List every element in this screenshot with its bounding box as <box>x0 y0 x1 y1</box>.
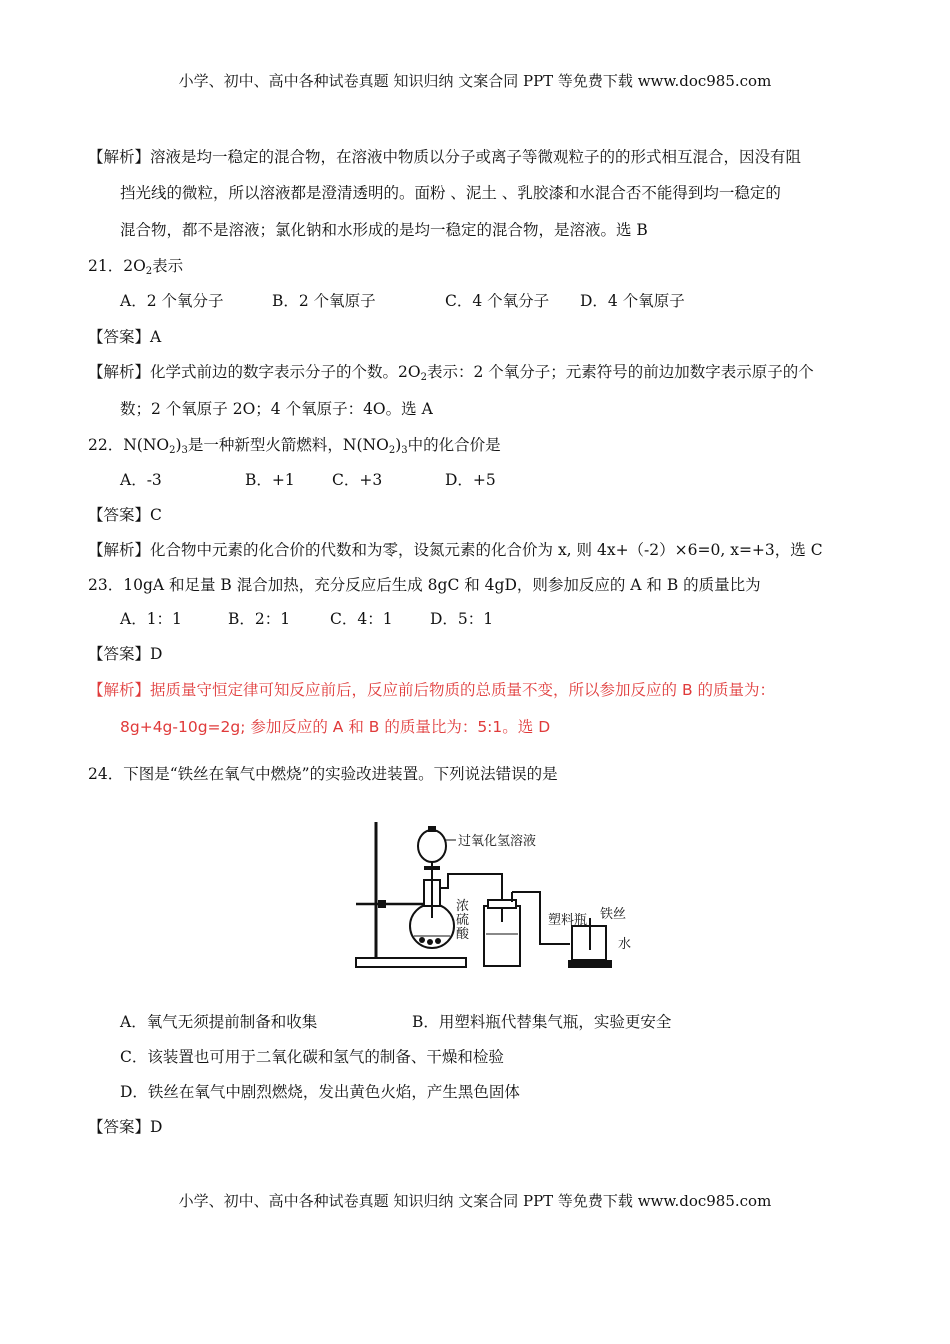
q21-option-a: A．2 个氧分子 <box>120 292 224 310</box>
label-water: 水 <box>618 937 632 952</box>
q23-option-d: D．5：1 <box>430 610 494 628</box>
q22-stem <box>88 435 501 455</box>
q21-stem-pre: 21．2O <box>88 257 146 275</box>
q22-option-d: D．+5 <box>445 471 496 489</box>
q23-option-c: C．4：1 <box>330 610 393 628</box>
prev-analysis-line-3: 混合物，都不是溶液；氯化钠和水形成的是均一稳定的混合物，是溶液。选 B <box>120 221 648 239</box>
answer-value: A <box>150 328 162 346</box>
q23-stem: 23．10gA 和足量 B 混合加热，充分反应后生成 8gC 和 4gD，则参加反应的 A 和 B 的质量比为 <box>88 576 761 594</box>
page-footer: 小学、初中、高中各种试卷真题 知识归纳 文案合同 PPT 等免费下载 www.doc985.com <box>178 1192 772 1210</box>
q24-stem: 24．下图是“铁丝在氧气中燃烧”的实验改进装置。下列说法错误的是 <box>88 765 558 783</box>
q21-analysis-line-2: 数；2 个氧原子 2O；4 个氧原子：4O。选 A <box>120 400 433 418</box>
prev-analysis-line-1 <box>88 147 801 167</box>
label-peroxide: 过氧化氢溶液 <box>458 834 537 849</box>
delivery-tube-1 <box>440 874 502 922</box>
q21-stem-sub: 2 <box>145 266 153 277</box>
q22-stem-c: 是一种新型火箭燃料，N(NO <box>187 436 389 454</box>
q22-stem-e: 中的化合价是 <box>407 436 501 454</box>
funnel-stopcock <box>424 866 440 870</box>
flask-content <box>427 939 433 945</box>
q22-stem-a: 22．N(NO <box>88 436 170 454</box>
q21-answer <box>88 327 161 347</box>
q21-option-b: B．2 个氧原子 <box>272 292 376 310</box>
q21-analysis-pre: 化学式前边的数字表示分子的个数。2O <box>150 363 421 381</box>
base-plate <box>568 960 612 968</box>
separatory-funnel <box>418 830 446 862</box>
flask-content <box>419 937 425 943</box>
funnel-stopper <box>428 826 436 832</box>
answer-label: 【答案】 <box>88 506 151 524</box>
clamp-head <box>378 900 386 908</box>
answer-value: D <box>150 645 163 663</box>
analysis-text: 据质量守恒定律可知反应前后，反应前后物质的总质量不变，所以参加反应的 B 的质量为： <box>150 681 776 699</box>
q22-option-b: B．+1 <box>245 471 295 489</box>
q24-option-d: D．铁丝在氧气中剧烈燃烧，发出黄色火焰，产生黑色固体 <box>120 1083 520 1101</box>
q22-analysis <box>88 540 823 560</box>
q23-option-b: B．2：1 <box>228 610 291 628</box>
q22-sub-3: 2 <box>388 445 396 456</box>
stand-base <box>356 958 466 967</box>
q23-analysis-line-1 <box>88 680 775 700</box>
q21-option-c: C．4 个氧分子 <box>445 292 550 310</box>
label-acid-2: 硫 <box>456 913 470 928</box>
q22-sub-1: 2 <box>169 445 176 456</box>
q24-option-b: B．用塑料瓶代替集气瓶，实验更安全 <box>412 1013 672 1031</box>
answer-label: 【答案】 <box>88 328 151 346</box>
q21-analysis-sub: 2 <box>420 372 427 383</box>
q23-answer <box>88 644 162 664</box>
q21-stem <box>88 256 183 276</box>
answer-value: D <box>150 1118 163 1136</box>
q22-sub-4: 3 <box>401 445 408 456</box>
label-acid-1: 浓 <box>456 899 470 914</box>
q22-option-a: A．-3 <box>120 471 162 489</box>
flask-content <box>435 938 441 944</box>
q24-answer <box>88 1117 162 1137</box>
q23-analysis-line-2: 8g+4g-10g=2g; 参加反应的 A 和 B 的质量比为：5:1。选 D <box>120 718 551 736</box>
q22-option-c: C．+3 <box>332 471 383 489</box>
q23-option-a: A．1：1 <box>120 610 182 628</box>
page-header: 小学、初中、高中各种试卷真题 知识归纳 文案合同 PPT 等免费下载 www.doc985.com <box>178 72 772 90</box>
q22-stem-b: ) <box>175 436 182 454</box>
analysis-label: 【解析】 <box>88 148 151 166</box>
label-acid-3: 酸 <box>456 927 470 942</box>
analysis-text: 溶液是均一稳定的混合物，在溶液中物质以分子或离子等微观粒子的的形式相互混合，因没有阻 <box>150 148 802 166</box>
analysis-label: 【解析】 <box>88 541 151 559</box>
q22-stem-d: ) <box>395 436 402 454</box>
label-iron-wire: 铁丝 <box>600 907 627 922</box>
label-plastic-bottle: 塑料瓶 <box>548 913 588 928</box>
prev-analysis-line-2: 挡光线的微粒，所以溶液都是澄清透明的。面粉 、泥土 、乳胶漆和水混合否不能得到均一稳定的 <box>120 184 781 202</box>
analysis-label: 【解析】 <box>88 681 151 699</box>
q21-analysis-line-1 <box>88 362 814 382</box>
q22-sub-2: 3 <box>181 445 188 456</box>
q24-option-a: A．氧气无须提前制备和收集 <box>120 1013 318 1031</box>
q22-answer <box>88 505 162 525</box>
answer-label: 【答案】 <box>88 1118 151 1136</box>
apparatus-figure <box>352 822 642 974</box>
analysis-text: 化合物中元素的化合价的代数和为零，设氮元素的化合价为 x, 则 4x+（-2）×6=0, x=+3，选 C <box>150 541 823 559</box>
q21-analysis-post: 表示：2 个氧分子；元素符号的前边加数字表示原子的个 <box>426 363 814 381</box>
q21-option-d: D．4 个氧原子 <box>580 292 685 310</box>
answer-value: C <box>150 506 162 524</box>
q24-option-c: C．该装置也可用于二氧化碳和氢气的制备、干燥和检验 <box>120 1048 504 1066</box>
q21-stem-post: 表示 <box>152 257 184 275</box>
answer-label: 【答案】 <box>88 645 151 663</box>
analysis-label: 【解析】 <box>88 363 151 381</box>
